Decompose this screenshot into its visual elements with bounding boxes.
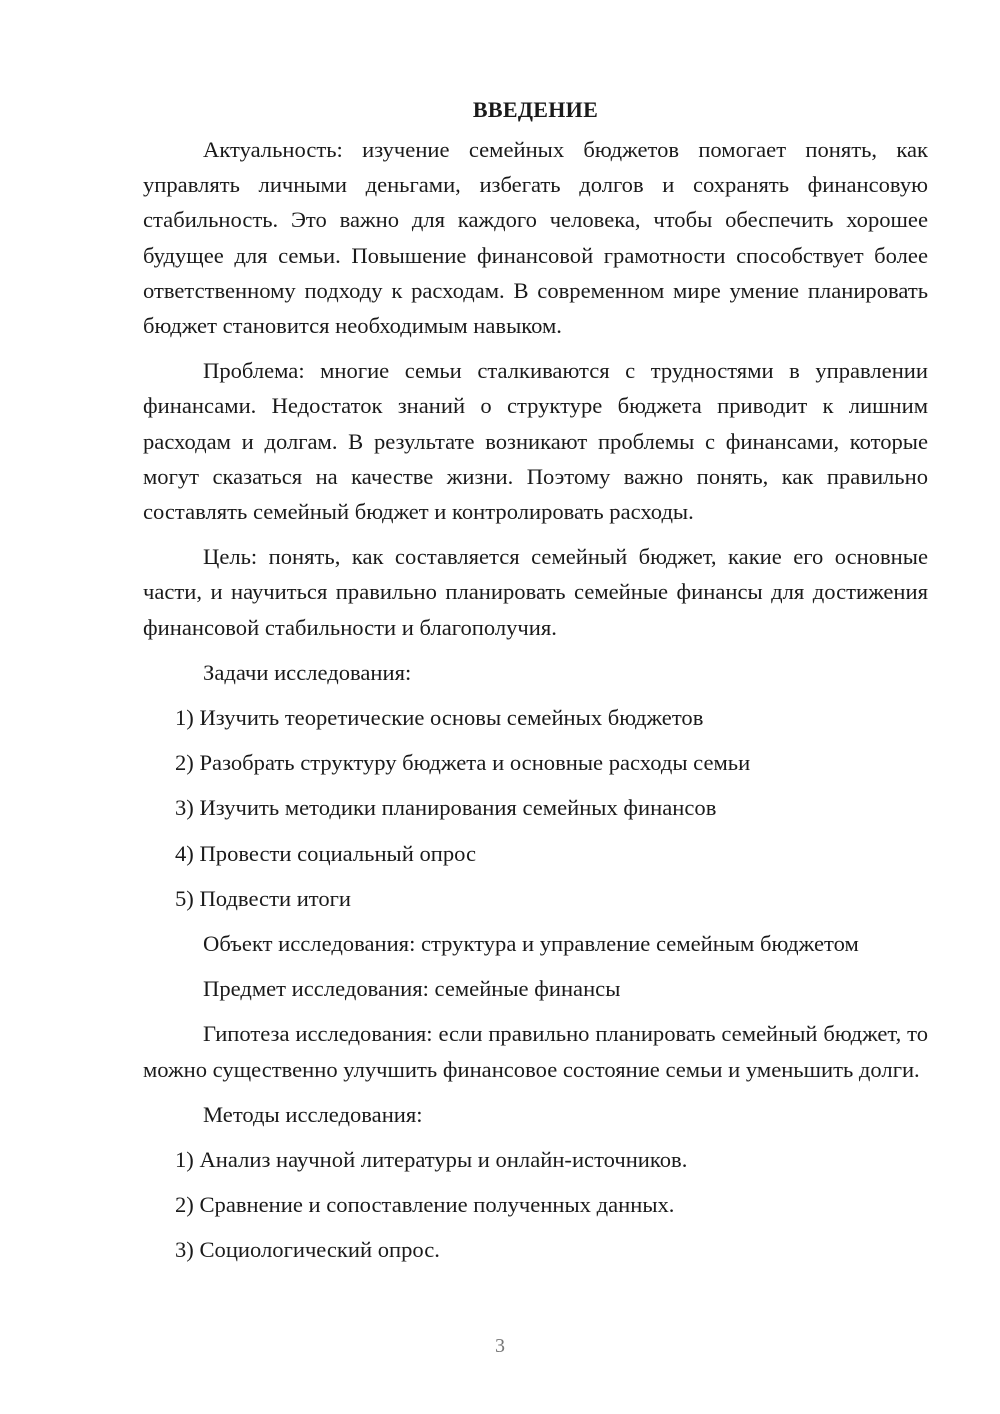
research-subject: Предмет исследования: семейные финансы (203, 976, 621, 1002)
task-item-3: 3) Изучить методики планирования семейных финансов (175, 795, 717, 821)
research-object: Объект исследования: структура и управление семейным бюджетом (203, 931, 859, 957)
document-page (143, 92, 928, 1278)
method-item-3: 3) Социологический опрос. (175, 1237, 440, 1263)
paragraph-hypothesis: Гипотеза исследования: если правильно планировать семейный бюджет, то можно существенно улучшить финансовое состояние семьи и уменьшить долги. (143, 1021, 928, 1082)
method-item-1: 1) Анализ научной литературы и онлайн-источников. (175, 1147, 688, 1173)
page-number: 3 (495, 1335, 505, 1357)
paragraph-goal: Цель: понять, как составляется семейный бюджет, какие его основные части, и научиться правильно планировать семейные финансы для достижения финансовой стабильности и благополучия. (143, 544, 928, 640)
methods-heading: Методы исследования: (203, 1101, 423, 1127)
paragraph-relevance: Актуальность: изучение семейных бюджетов помогает понять, как управлять личными деньгами, избегать долгов и сохранять финансовую стабильность. Это важно для каждого человека, чтобы обеспечить хорошее будущее для семьи. Повышение финансовой грамотности способствует более ответственному подходу к расходам. В современном мире умение планировать бюджет становится необходимым навыком. (143, 137, 928, 339)
task-item-1: 1) Изучить теоретические основы семейных бюджетов (175, 705, 704, 731)
section-title: ВВЕДЕНИЕ (472, 97, 599, 122)
method-item-2: 2) Сравнение и сопоставление полученных данных. (175, 1192, 675, 1218)
task-item-4: 4) Провести социальный опрос (175, 840, 477, 866)
tasks-heading: Задачи исследования: (203, 659, 412, 685)
task-item-2: 2) Разобрать структуру бюджета и основные расходы семьи (175, 750, 751, 776)
task-item-5: 5) Подвести итоги (175, 885, 352, 911)
paragraph-problem: Проблема: многие семьи сталкиваются с трудностями в управлении финансами. Недостаток знаний о структуре бюджета приводит к лишним расходам и долгам. В результате возникают проблемы с финансами, которые могут сказаться на качестве жизни. Поэтому важно понять, как правильно составлять семейный бюджет и контролировать расходы. (143, 358, 928, 525)
